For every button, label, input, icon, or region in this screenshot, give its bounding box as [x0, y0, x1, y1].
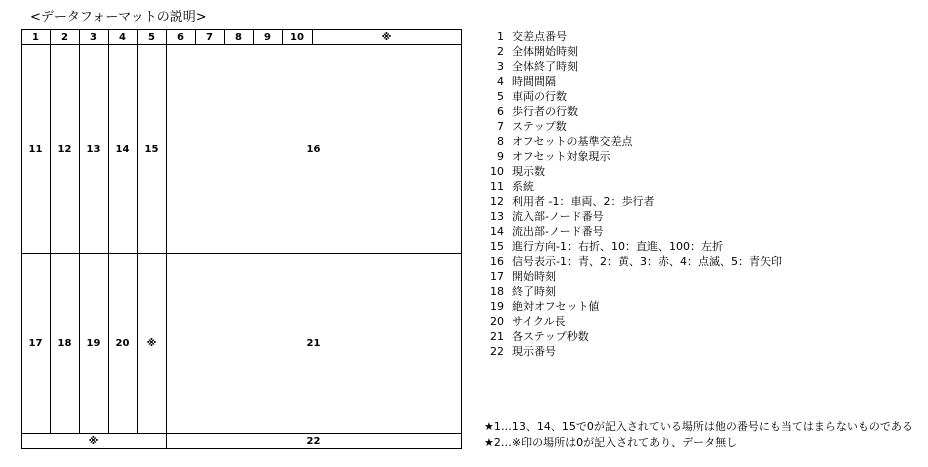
header-cell: 6 — [177, 31, 184, 43]
header-cell-mark: ※ — [381, 31, 392, 43]
footer-cell: 22 — [306, 435, 321, 447]
legend-num: 18 — [490, 285, 504, 298]
row2-cell-mark: ※ — [146, 338, 157, 349]
legend-text: 各ステップ秒数 — [512, 330, 589, 343]
legend-text: 流入部-ノード番号 — [512, 210, 604, 223]
legend-item — [486, 344, 782, 359]
legend-item — [486, 179, 782, 194]
row2-cell: 19 — [86, 338, 101, 349]
legend-num: 5 — [497, 90, 504, 103]
field-legend — [486, 29, 782, 359]
legend-text: 全体終了時刻 — [512, 60, 578, 73]
legend-item — [486, 119, 782, 134]
legend-num: 6 — [497, 105, 504, 118]
legend-num: 14 — [490, 225, 504, 238]
legend-num: 1 — [497, 30, 504, 43]
legend-item — [486, 284, 782, 299]
header-cell: 10 — [290, 31, 304, 43]
legend-text: 現示数 — [512, 165, 545, 178]
legend-item — [486, 209, 782, 224]
header-cell: 4 — [119, 31, 126, 43]
row2-cell: 17 — [28, 338, 43, 349]
legend-item — [486, 224, 782, 239]
header-cell: 8 — [235, 31, 242, 43]
row2-wide-cell: 21 — [306, 338, 321, 349]
legend-item — [486, 299, 782, 314]
legend-text: オフセット対象現示 — [512, 150, 611, 163]
legend-text: 現示番号 — [512, 345, 556, 358]
legend-text: サイクル長 — [512, 315, 566, 328]
legend-num: 8 — [497, 135, 504, 148]
legend-item — [486, 59, 782, 74]
legend-text: 利用者 -1：車両、2：歩行者 — [512, 195, 655, 208]
legend-text: 全体開始時刻 — [512, 45, 578, 58]
legend-item — [486, 89, 782, 104]
legend-num: 16 — [490, 255, 504, 268]
legend-num: 20 — [490, 315, 504, 328]
row1-cell: 14 — [115, 143, 130, 155]
row1-cell: 11 — [28, 143, 43, 155]
legend-text: 交差点番号 — [512, 30, 567, 43]
legend-item — [486, 254, 782, 269]
legend-item — [486, 134, 782, 149]
legend-text: 絶対オフセット値 — [512, 300, 600, 313]
legend-num: 19 — [490, 300, 504, 313]
header-cell: 1 — [32, 31, 39, 43]
legend-num: 10 — [490, 165, 504, 178]
row1-cell: 12 — [57, 143, 72, 155]
legend-item — [486, 164, 782, 179]
legend-text: 信号表示-1：青、2：黄、3：赤、4：点滅、5：青矢印 — [512, 255, 782, 268]
row1-cell: 13 — [86, 143, 101, 155]
legend-num: 2 — [497, 45, 504, 58]
legend-num: 3 — [497, 60, 504, 73]
row1-cell: 15 — [144, 143, 159, 155]
legend-item — [486, 239, 782, 254]
legend-item — [486, 74, 782, 89]
legend-num: 17 — [490, 270, 504, 283]
legend-num: 22 — [490, 345, 504, 358]
legend-num: 7 — [497, 120, 504, 133]
row2-cell: 20 — [115, 338, 130, 349]
header-cell: 3 — [90, 31, 97, 43]
legend-text: 車両の行数 — [512, 90, 567, 103]
legend-item — [486, 44, 782, 59]
legend-num: 13 — [490, 210, 504, 223]
legend-item — [486, 149, 782, 164]
footnote-2: ★2…※印の場所は0が記入されてあり、データ無し — [484, 436, 738, 449]
legend-num: 12 — [490, 195, 504, 208]
legend-item — [486, 329, 782, 344]
footer-cell-mark: ※ — [88, 435, 99, 447]
page-title: <データフォーマットの説明> — [30, 10, 207, 25]
legend-text: 開始時刻 — [512, 270, 556, 283]
legend-text: ステップ数 — [512, 120, 567, 133]
legend-num: 11 — [490, 180, 504, 193]
legend-text: オフセットの基準交差点 — [512, 135, 633, 148]
header-cell: 5 — [148, 31, 155, 43]
legend-text: 流出部-ノード番号 — [512, 225, 604, 238]
legend-num: 15 — [490, 240, 504, 253]
legend-item — [486, 314, 782, 329]
row1-wide-cell: 16 — [306, 143, 321, 155]
legend-text: 進行方向-1：右折、10：直進、100：左折 — [512, 240, 723, 253]
legend-item — [486, 269, 782, 284]
legend-text: 終了時刻 — [512, 285, 556, 298]
row2-cell: 18 — [57, 338, 72, 349]
legend-num: 21 — [490, 330, 504, 343]
header-cell: 9 — [264, 31, 271, 43]
legend-num: 9 — [497, 150, 504, 163]
legend-text: 歩行者の行数 — [512, 105, 578, 118]
legend-num: 4 — [497, 75, 504, 88]
header-cell: 7 — [206, 31, 213, 43]
footnote-1: ★1…13、14、15で0が記入されている場所は他の番号にも当てはまらないものである — [484, 420, 913, 433]
legend-item — [486, 194, 782, 209]
legend-text: 系統 — [512, 180, 534, 193]
legend-item — [486, 104, 782, 119]
legend-item — [486, 29, 782, 44]
legend-text: 時間間隔 — [512, 75, 556, 88]
header-cell: 2 — [61, 31, 68, 43]
footnotes — [484, 419, 913, 451]
